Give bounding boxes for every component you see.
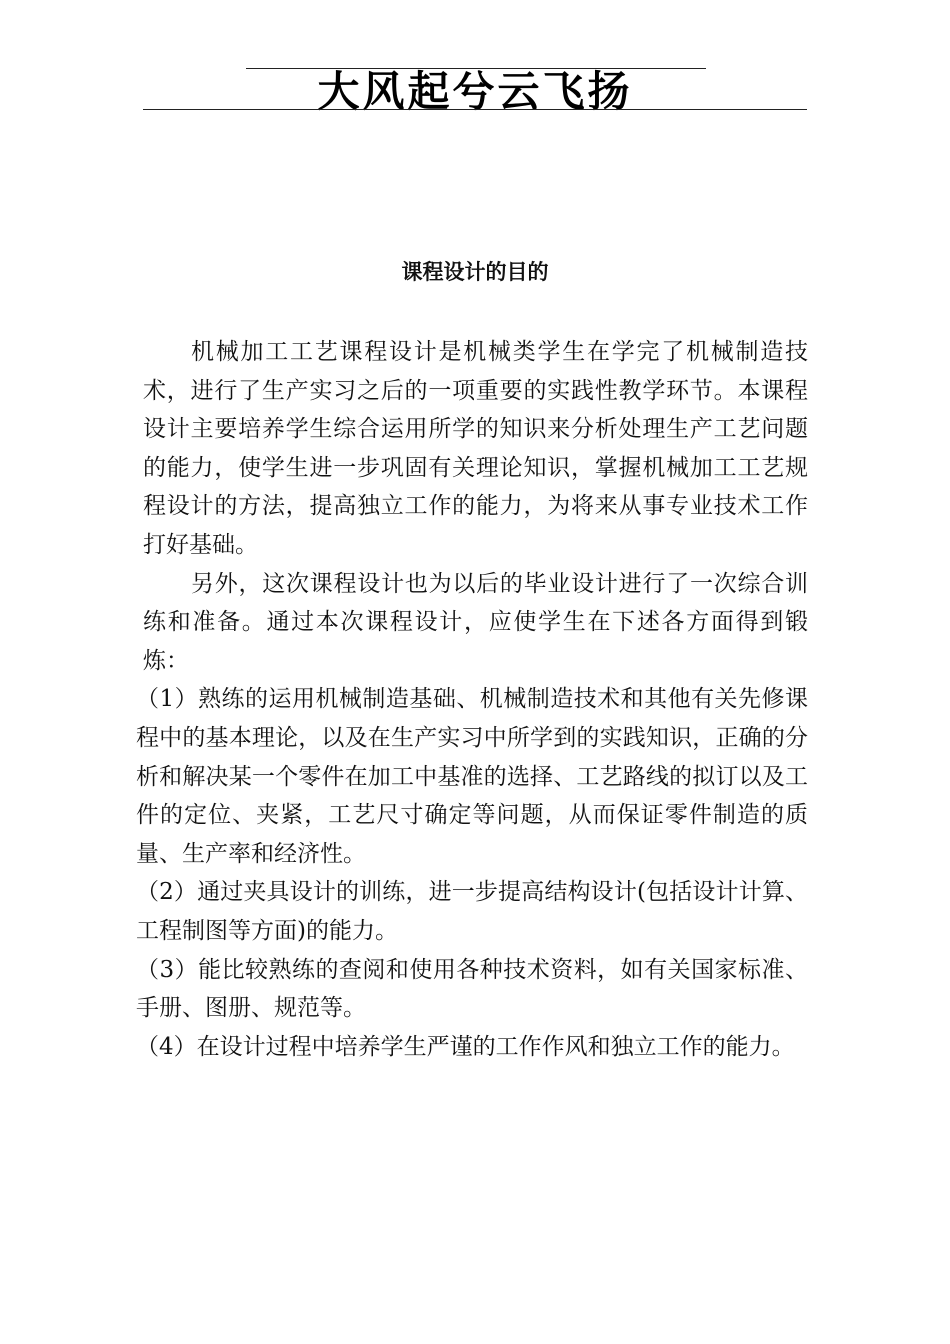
page-header <box>0 0 950 120</box>
list-item: （1）熟练的运用机械制造基础、机械制造技术和其他有关先修课程中的基本理论，以及在生产实习中所学到的实践知识，正确的分析和解决某一个零件在加工中基准的选择、工艺路线的拟订以及工件的定位、夹紧，工艺尺寸确定等问题，从而保证零件制造的质量、生产率和经济性。 <box>136 686 808 867</box>
header-motto: 大风起兮云飞扬 <box>317 67 633 116</box>
list-item: （3）能比较熟练的查阅和使用各种技术资料，如有关国家标准、手册、图册、规范等。 <box>136 956 808 1022</box>
header-bottom-rule <box>143 109 807 110</box>
list-item: （2）通过夹具设计的训练，进一步提高结构设计(包括设计计算、工程制图等方面)的能力。 <box>136 879 808 944</box>
document-body <box>136 333 808 1066</box>
paragraph: 机械加工工艺课程设计是机械类学生在学完了机械制造技术，进行了生产实习之后的一项重要的实践性教学环节。本课程设计主要培养学生综合运用所学的知识来分析处理生产工艺问题的能力，使学生进一步巩固有关理论知识，掌握机械加工工艺规程设计的方法，提高独立工作的能力，为将来从事专业技术工作打好基础。 <box>143 339 808 558</box>
document-title: 课程设计的目的 <box>401 260 549 284</box>
list-item: （4）在设计过程中培养学生严谨的工作作风和独立工作的能力。 <box>136 1033 795 1060</box>
paragraph: 另外，这次课程设计也为以后的毕业设计进行了一次综合训练和准备。通过本次课程设计，应使学生在下述各方面得到锻炼： <box>143 570 808 674</box>
